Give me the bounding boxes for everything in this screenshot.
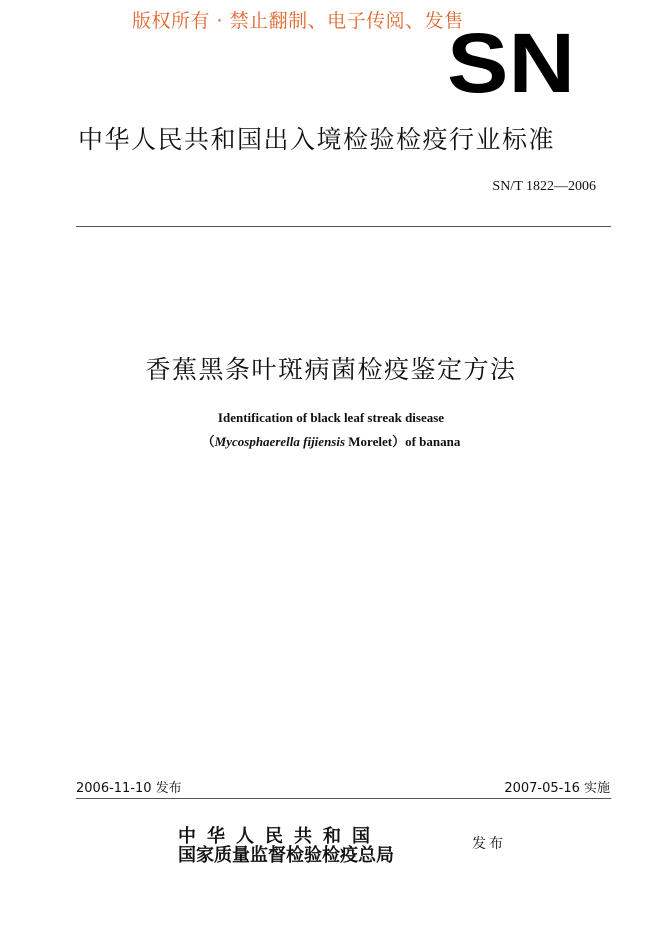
- standard-number: SN/T 1822—2006: [492, 179, 596, 194]
- sn-logo: [447, 30, 575, 94]
- title-en-rest: Morelet）of banana: [345, 434, 461, 449]
- species-name: Mycosphaerella fijiensis: [214, 434, 346, 449]
- top-divider: [76, 226, 611, 227]
- copyright-notice: 版权所有 · 禁止翻制、电子传阅、发售: [132, 10, 464, 32]
- issuer-line2: 国家质量监督检验检疫总局: [178, 845, 394, 866]
- issue-date: 2006-11-10 发布: [76, 781, 182, 796]
- document-title-en-line2: [0, 431, 662, 450]
- paren-open: （: [201, 434, 215, 449]
- document-title-en-line1: Identification of black leaf streak disease: [217, 410, 445, 425]
- agency-title: 中华人民共和国出入境检验检疫行业标准: [78, 125, 556, 154]
- bottom-divider: [76, 798, 611, 799]
- sn-logo-text: SN: [447, 30, 575, 94]
- implementation-date: 2007-05-16 实施: [504, 781, 610, 796]
- publish-label: 发布: [472, 836, 506, 852]
- issuer-line1: 中华人民共和国: [178, 826, 381, 847]
- document-title-zh: 香蕉黑条叶斑病菌检疫鉴定方法: [145, 355, 517, 384]
